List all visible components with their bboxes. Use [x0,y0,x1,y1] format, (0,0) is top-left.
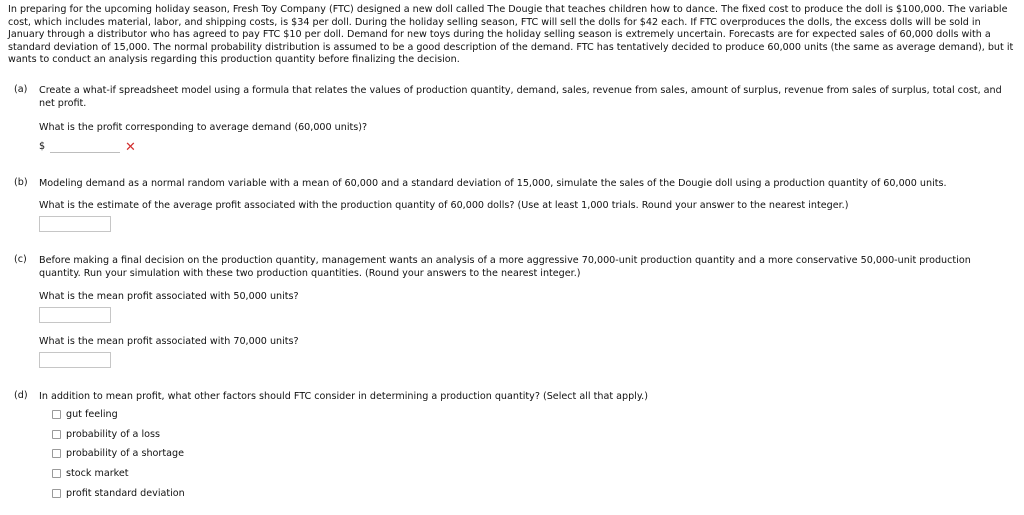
option-profit-standard-deviation[interactable] [52,487,185,500]
option-probability-of-loss[interactable] [52,428,160,441]
option-label: gut feeling [66,409,118,420]
part-c-50k-answer-input[interactable] [39,307,111,323]
option-gut-feeling[interactable] [52,408,118,421]
part-a-label: (a) [14,84,28,95]
part-a-text: Create a what-if spreadsheet model using a formula that relates the values of production quantity, demand, sales, revenue from sales, amount of surplus, revenue from sales of surplus, total cost, and net profit. [39,85,1002,109]
part-c-70k-answer-input[interactable] [39,352,111,368]
checkbox[interactable] [52,489,61,498]
checkbox[interactable] [52,469,61,478]
part-b-answer-input[interactable] [39,216,111,232]
part-c-text: Before making a final decision on the production quantity, management wants an analysis of a more aggressive 70,000-unit production quantity and a more conservative 50,000-unit production quantity. Run your simulation with these two production quantities. (Round your answers to the nearest integer.) [39,255,971,279]
option-label: profit standard deviation [66,488,185,499]
part-c-label: (c) [14,254,27,265]
part-b-question: What is the estimate of the average profit associated with the production quantity of 60,000 dolls? (Use at least 1,000 trials. Round your answer to the nearest integer.) [39,200,849,211]
option-probability-of-shortage[interactable] [52,447,184,460]
checkbox[interactable] [52,430,61,439]
part-b-text: Modeling demand as a normal random variable with a mean of 60,000 and a standard deviation of 15,000, simulate the sales of the Dougie doll using a production quantity of 60,000 units. [39,178,947,189]
option-label: probability of a loss [66,429,160,440]
option-stock-market[interactable] [52,467,129,480]
part-d-label: (d) [14,390,28,401]
option-label: stock market [66,468,129,479]
option-label: probability of a shortage [66,448,184,459]
problem-intro: In preparing for the upcoming holiday season, Fresh Toy Company (FTC) designed a new doll called The Dougie that teaches children how to dance. The fixed cost to produce the doll is $100,000. The variable cost, which includes material, labor, and shipping costs, is $34 per doll. During the holiday selling season, FTC will sell the dolls for $42 each. If FTC overproduces the dolls, the excess dolls will be sold in January through a distributor who has agreed to pay FTC $10 per doll. Demand for new toys during the holiday selling season is extremely uncertain. Forecasts are for expected sales of 60,000 dolls with a standard deviation of 15,000. The normal probability distribution is assumed to be a good description of the demand. FTC has tentatively decided to produce 60,000 units (the same as average demand), but it wants to conduct an analysis regarding this production quantity before finalizing the decision. [8,4,1014,65]
currency-symbol: $ [39,141,46,152]
part-a-answer-input[interactable] [50,141,120,153]
part-b-label: (b) [14,177,28,188]
checkbox[interactable] [52,449,61,458]
part-c-question-50k: What is the mean profit associated with 50,000 units? [39,291,299,302]
part-c-question-70k: What is the mean profit associated with 70,000 units? [39,336,299,347]
checkbox[interactable] [52,410,61,419]
part-d-text: In addition to mean profit, what other factors should FTC consider in determining a production quantity? (Select all that apply.) [39,391,648,402]
incorrect-icon: ✕ [125,140,136,155]
part-a-question: What is the profit corresponding to average demand (60,000 units)? [39,122,368,133]
